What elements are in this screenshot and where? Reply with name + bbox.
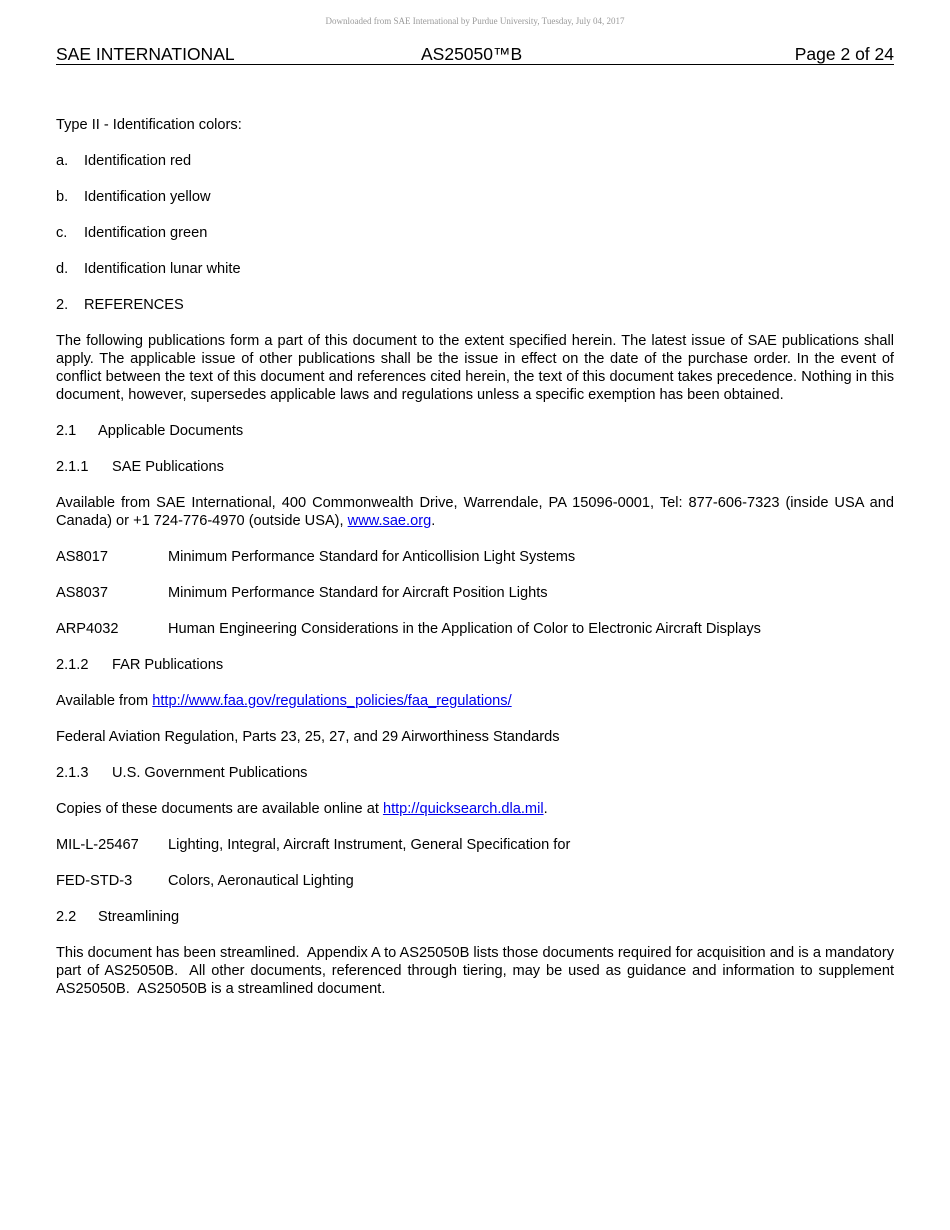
reference-row xyxy=(56,620,894,638)
doc-code: AS8037 xyxy=(56,585,108,601)
doc-code: FED-STD-3 xyxy=(56,873,133,889)
section-title: REFERENCES xyxy=(84,297,184,313)
download-note: Downloaded from SAE International by Purdue University, Tuesday, July 04, 2017 xyxy=(325,16,625,26)
reference-row xyxy=(56,548,894,566)
document-body xyxy=(56,116,899,998)
far-availability: Available from http://www.faa.gov/regulations_policies/faa_regulations/ xyxy=(56,693,512,709)
section-title: U.S. Government Publications xyxy=(112,765,308,781)
page-header xyxy=(56,44,894,65)
references-intro: The following publications form a part of this document to the extent specified herein. The latest issue of SAE publications shall apply. The applicable issue of other publications shall be the issue in effect on the date of the purchase order. In the event of conflict between the text of this document and references cited herein, the text of this document takes precedence. Nothing in this document, however, supersedes applicable laws and regulations unless a specific exemption has been obtained. xyxy=(56,333,894,403)
section-title: FAR Publications xyxy=(112,657,224,673)
section-number: 2.2 xyxy=(56,909,77,925)
section-references-heading xyxy=(56,296,894,314)
doc-code: AS8017 xyxy=(56,549,108,565)
header-document-number: AS25050™B xyxy=(421,44,523,64)
sae-availability: Available from SAE International, 400 Commonwealth Drive, Warrendale, PA 15096-0001, Tel: 877-606-7323 (inside USA and Canada) or +1 724-776-4970 (outside USA), www.sae.org. xyxy=(56,495,894,529)
list-label: b. xyxy=(56,189,69,205)
far-document: Federal Aviation Regulation, Parts 23, 25, 27, and 29 Airworthiness Standards xyxy=(56,729,560,745)
header-organization: SAE INTERNATIONAL xyxy=(56,44,235,64)
color-list-item xyxy=(56,152,894,170)
section-number: 2.1 xyxy=(56,423,77,439)
sae-website-link[interactable]: www.sae.org xyxy=(347,513,432,529)
list-label: d. xyxy=(56,261,69,277)
header-page-number: Page 2 of 24 xyxy=(794,44,894,64)
doc-code: ARP4032 xyxy=(56,621,119,637)
section-title: SAE Publications xyxy=(112,459,224,475)
section-streamlining-heading xyxy=(56,908,894,926)
section-sae-heading xyxy=(56,458,894,476)
quicksearch-link[interactable]: http://quicksearch.dla.mil xyxy=(382,801,544,817)
gov-availability: Copies of these documents are available online at http://quicksearch.dla.mil. xyxy=(56,801,548,817)
list-text: Identification green xyxy=(84,225,208,241)
doc-title: Lighting, Integral, Aircraft Instrument, General Specification for xyxy=(168,837,571,853)
list-label: a. xyxy=(56,153,69,169)
color-list-item xyxy=(56,188,894,206)
doc-title: Colors, Aeronautical Lighting xyxy=(168,873,354,889)
color-list-item xyxy=(56,260,894,278)
list-label: c. xyxy=(56,225,68,241)
list-text: Identification yellow xyxy=(84,189,211,205)
doc-code: MIL-L-25467 xyxy=(56,837,139,853)
color-list-item xyxy=(56,224,894,242)
faa-regulations-link[interactable]: http://www.faa.gov/regulations_policies/faa_regulations/ xyxy=(152,693,512,709)
section-gov-heading xyxy=(56,764,894,782)
doc-title: Minimum Performance Standard for Aircraft Position Lights xyxy=(168,585,548,601)
doc-title: Minimum Performance Standard for Anticollision Light Systems xyxy=(168,549,576,565)
streamlining-text: This document has been streamlined. Appendix A to AS25050B lists those documents required for acquisition and is a mandatory part of AS25050B. All other documents, referenced through tiering, may be used as guidance and information to supplement AS25050B. AS25050B is a streamlined document. xyxy=(56,945,899,997)
reference-row xyxy=(56,584,894,602)
section-number: 2.1.2 xyxy=(56,657,89,673)
section-number: 2. xyxy=(56,297,69,313)
list-text: Identification red xyxy=(84,153,192,169)
section-far-heading xyxy=(56,656,894,674)
type2-heading: Type II - Identification colors: xyxy=(56,117,242,133)
reference-row xyxy=(56,872,894,890)
section-number: 2.1.3 xyxy=(56,765,89,781)
reference-row xyxy=(56,836,894,854)
doc-title: Human Engineering Considerations in the Application of Color to Electronic Aircraft Displays xyxy=(168,621,761,637)
section-applicable-heading xyxy=(56,422,894,440)
section-number: 2.1.1 xyxy=(56,459,89,475)
section-title: Applicable Documents xyxy=(98,423,244,439)
list-text: Identification lunar white xyxy=(84,261,241,277)
section-title: Streamlining xyxy=(98,909,180,925)
